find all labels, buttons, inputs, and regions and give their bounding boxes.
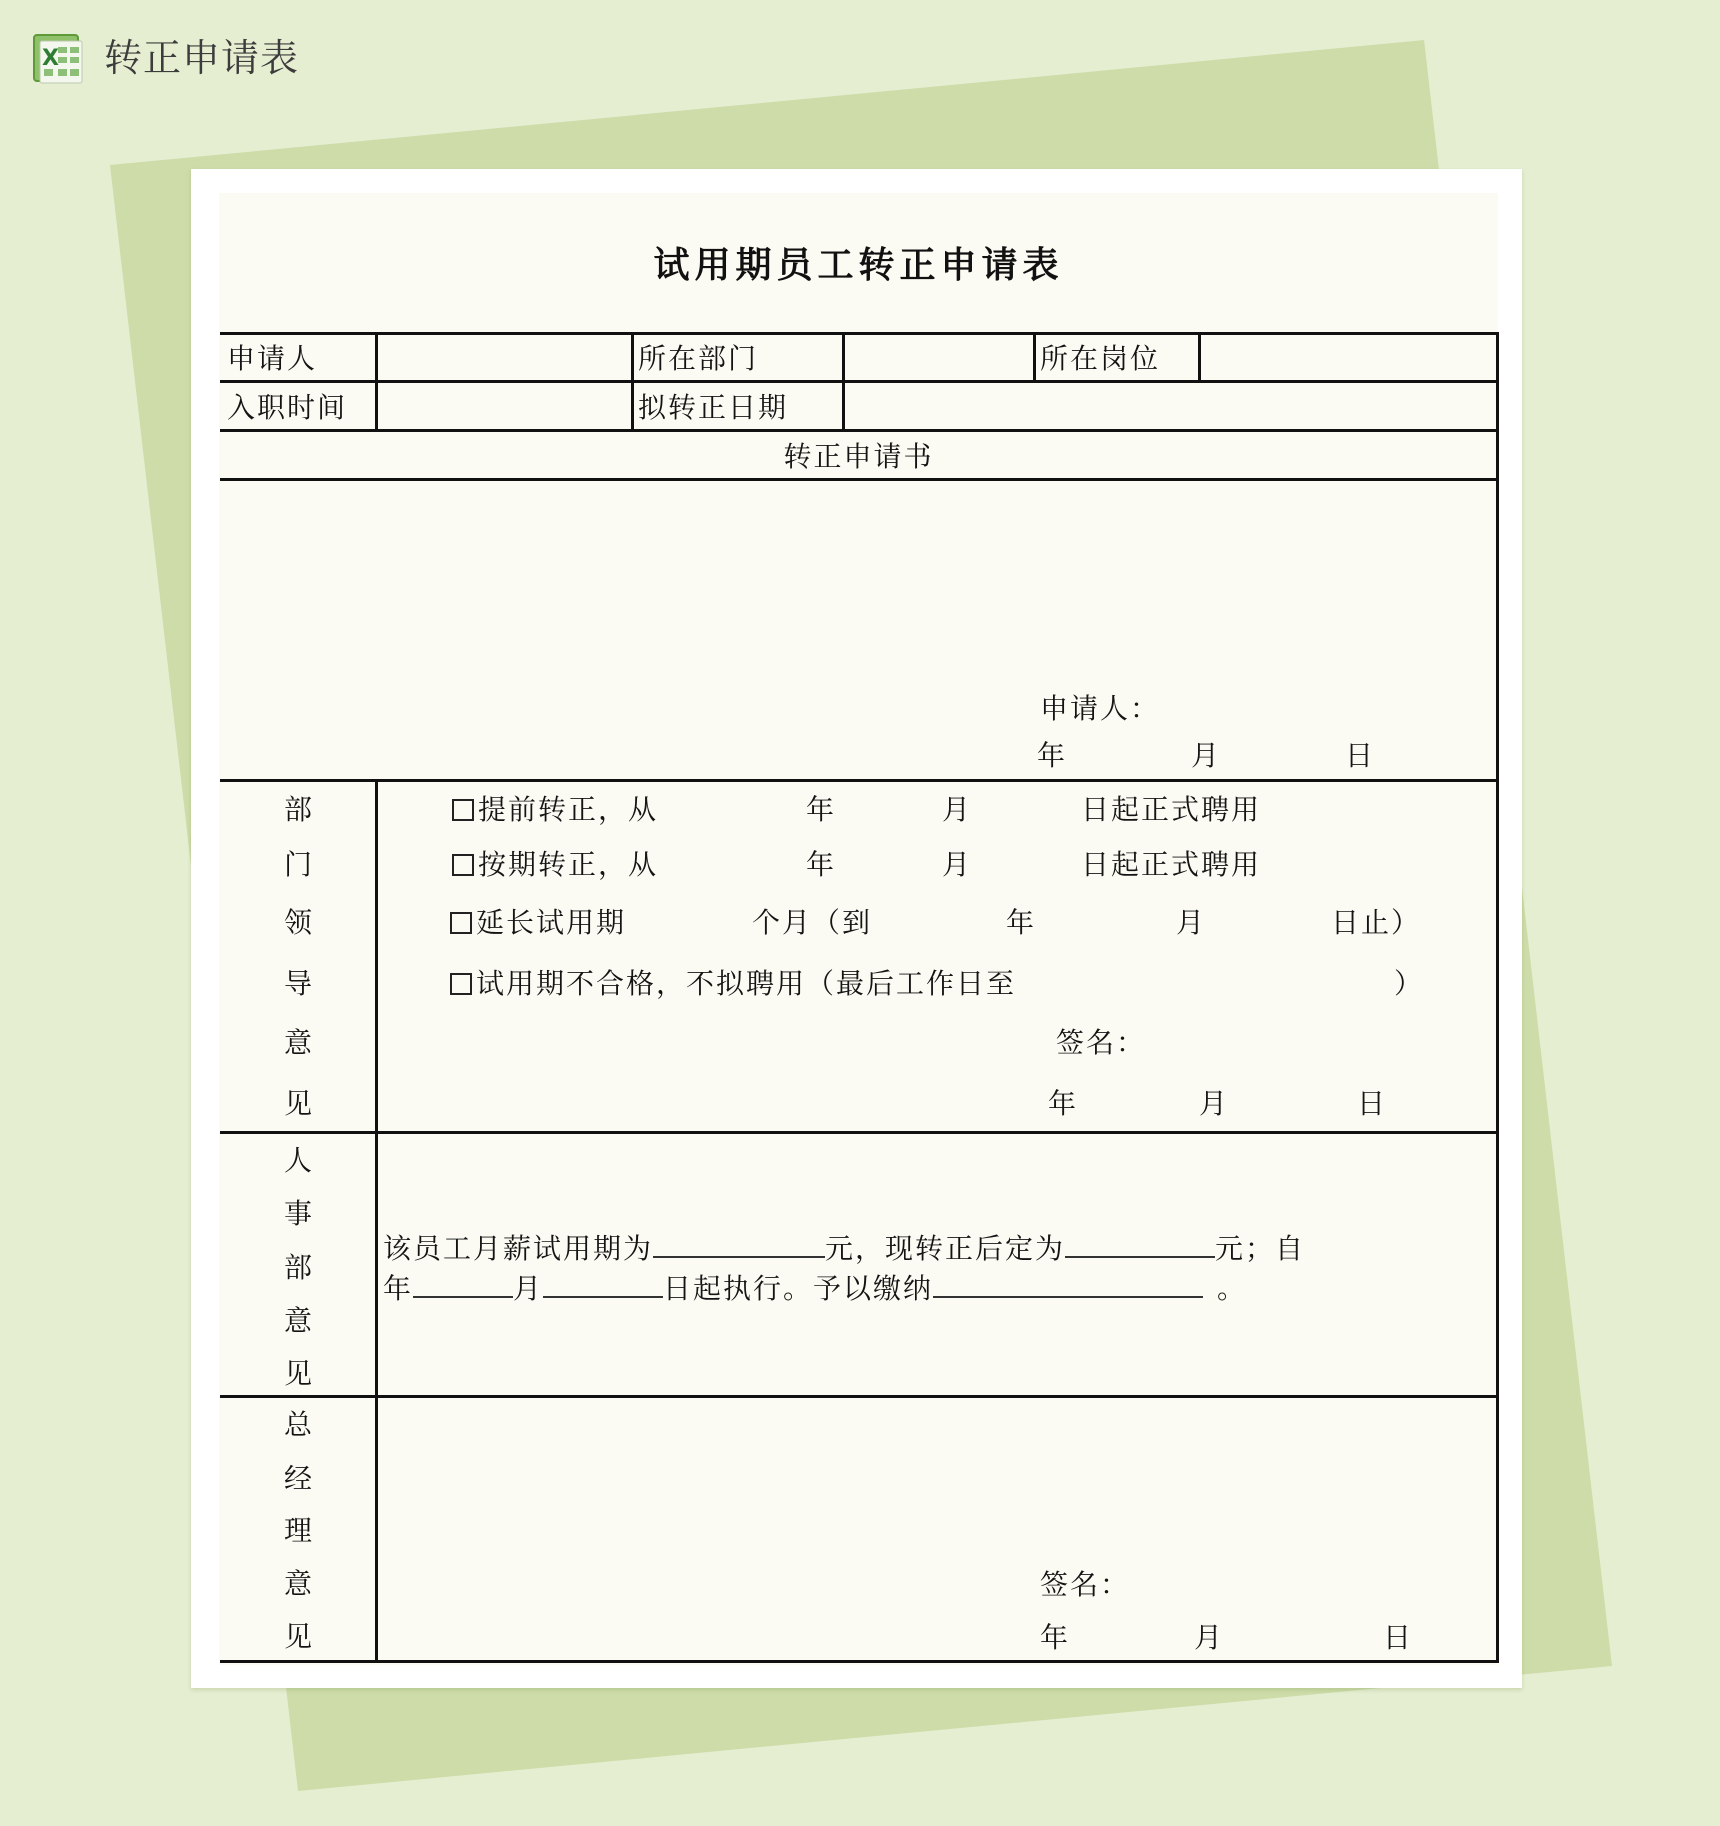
application-year-label: 年 — [1037, 739, 1068, 772]
option4-tail: ） — [1394, 967, 1425, 1000]
table-border — [1496, 332, 1499, 1663]
excel-icon — [30, 33, 86, 85]
gm-year-label: 年 — [1040, 1621, 1071, 1654]
hr-side-label: 事 — [283, 1197, 312, 1230]
application-day-label: 日 — [1345, 739, 1376, 772]
table-border — [220, 779, 1499, 782]
dept-signature-label: 签名： — [1056, 1026, 1147, 1059]
application-section-title: 转正申请书 — [783, 440, 934, 473]
applicant-field[interactable] — [378, 335, 631, 380]
gm-month-label: 月 — [1194, 1621, 1225, 1654]
option2-year: 年 — [806, 848, 837, 881]
hr-effective-line: 年 月 日起执行。予以缴纳 。 — [383, 1272, 1248, 1305]
page-title: 转正申请表 — [104, 36, 300, 80]
position-field[interactable] — [1201, 335, 1496, 380]
effective-month-blank[interactable] — [543, 1270, 663, 1298]
dept-side-label: 门 — [283, 848, 312, 881]
dept-day-label: 日 — [1357, 1087, 1388, 1120]
hr-side-label: 部 — [283, 1251, 312, 1284]
hr-side-label: 人 — [283, 1144, 312, 1177]
fail-probation-checkbox[interactable] — [450, 973, 472, 995]
option2-tail: 日起正式聘用 — [1081, 848, 1262, 881]
table-border — [631, 332, 634, 432]
department-field[interactable] — [845, 335, 1033, 380]
svg-text:X: X — [42, 46, 59, 71]
dept-side-label: 意 — [283, 1026, 312, 1059]
on-time-confirm-checkbox[interactable] — [452, 854, 474, 876]
option-fail-probation: 试用期不合格，不拟聘用（最后工作日至 — [450, 967, 1016, 1001]
gm-signature-label: 签名： — [1040, 1568, 1131, 1601]
gm-side-label: 理 — [283, 1514, 312, 1547]
planned-date-field[interactable] — [845, 383, 1496, 429]
option-on-time-confirm: 按期转正，从 — [452, 848, 658, 882]
dept-year-label: 年 — [1048, 1087, 1079, 1120]
option1-year: 年 — [806, 793, 837, 826]
dept-side-label: 部 — [283, 793, 312, 826]
position-label: 所在岗位 — [1040, 342, 1161, 375]
application-month-label: 月 — [1191, 739, 1222, 772]
option-extend-probation: 延长试用期 — [450, 906, 626, 940]
option1-tail: 日起正式聘用 — [1081, 793, 1262, 826]
contribution-blank[interactable] — [933, 1270, 1203, 1298]
dept-side-label: 导 — [283, 967, 312, 1000]
option1-month: 月 — [942, 793, 973, 826]
table-border — [1033, 332, 1036, 382]
dept-month-label: 月 — [1199, 1087, 1230, 1120]
option2-month: 月 — [942, 848, 973, 881]
gm-side-label: 意 — [283, 1567, 312, 1600]
effective-year-blank[interactable] — [413, 1270, 513, 1298]
gm-side-label: 总 — [283, 1408, 312, 1441]
hr-side-label: 意 — [283, 1304, 312, 1337]
hire-date-field[interactable] — [378, 383, 631, 429]
hire-date-label: 入职时间 — [227, 391, 348, 424]
hr-side-label: 见 — [283, 1357, 312, 1390]
gm-day-label: 日 — [1383, 1621, 1414, 1654]
option-early-confirm: 提前转正，从 — [452, 793, 658, 827]
gm-side-label: 见 — [283, 1620, 312, 1653]
planned-date-label: 拟转正日期 — [638, 391, 789, 424]
option3-month: 月 — [1176, 906, 1207, 939]
application-body-field[interactable] — [223, 481, 1496, 681]
dept-side-label: 见 — [283, 1087, 312, 1120]
table-border — [220, 1131, 1499, 1134]
table-border — [220, 1660, 1499, 1663]
extend-probation-checkbox[interactable] — [450, 912, 472, 934]
option3-year: 年 — [1006, 906, 1037, 939]
early-confirm-checkbox[interactable] — [452, 799, 474, 821]
applicant-signature-label: 申请人： — [1040, 692, 1161, 725]
applicant-label: 申请人 — [227, 342, 318, 375]
option3-tail: 日止） — [1331, 906, 1422, 939]
option3-months: 个月（到 — [752, 906, 873, 939]
dept-side-label: 领 — [283, 906, 312, 939]
confirmed-salary-blank[interactable] — [1065, 1230, 1215, 1258]
hr-salary-line: 该员工月薪试用期为 元，现转正后定为 元；自 — [383, 1232, 1306, 1265]
department-label: 所在部门 — [638, 342, 759, 375]
probation-salary-blank[interactable] — [653, 1230, 825, 1258]
gm-side-label: 经 — [283, 1462, 312, 1495]
gm-opinion-field[interactable] — [378, 1398, 1496, 1548]
form-title: 试用期员工转正申请表 — [653, 244, 1064, 286]
table-border — [220, 429, 1499, 432]
